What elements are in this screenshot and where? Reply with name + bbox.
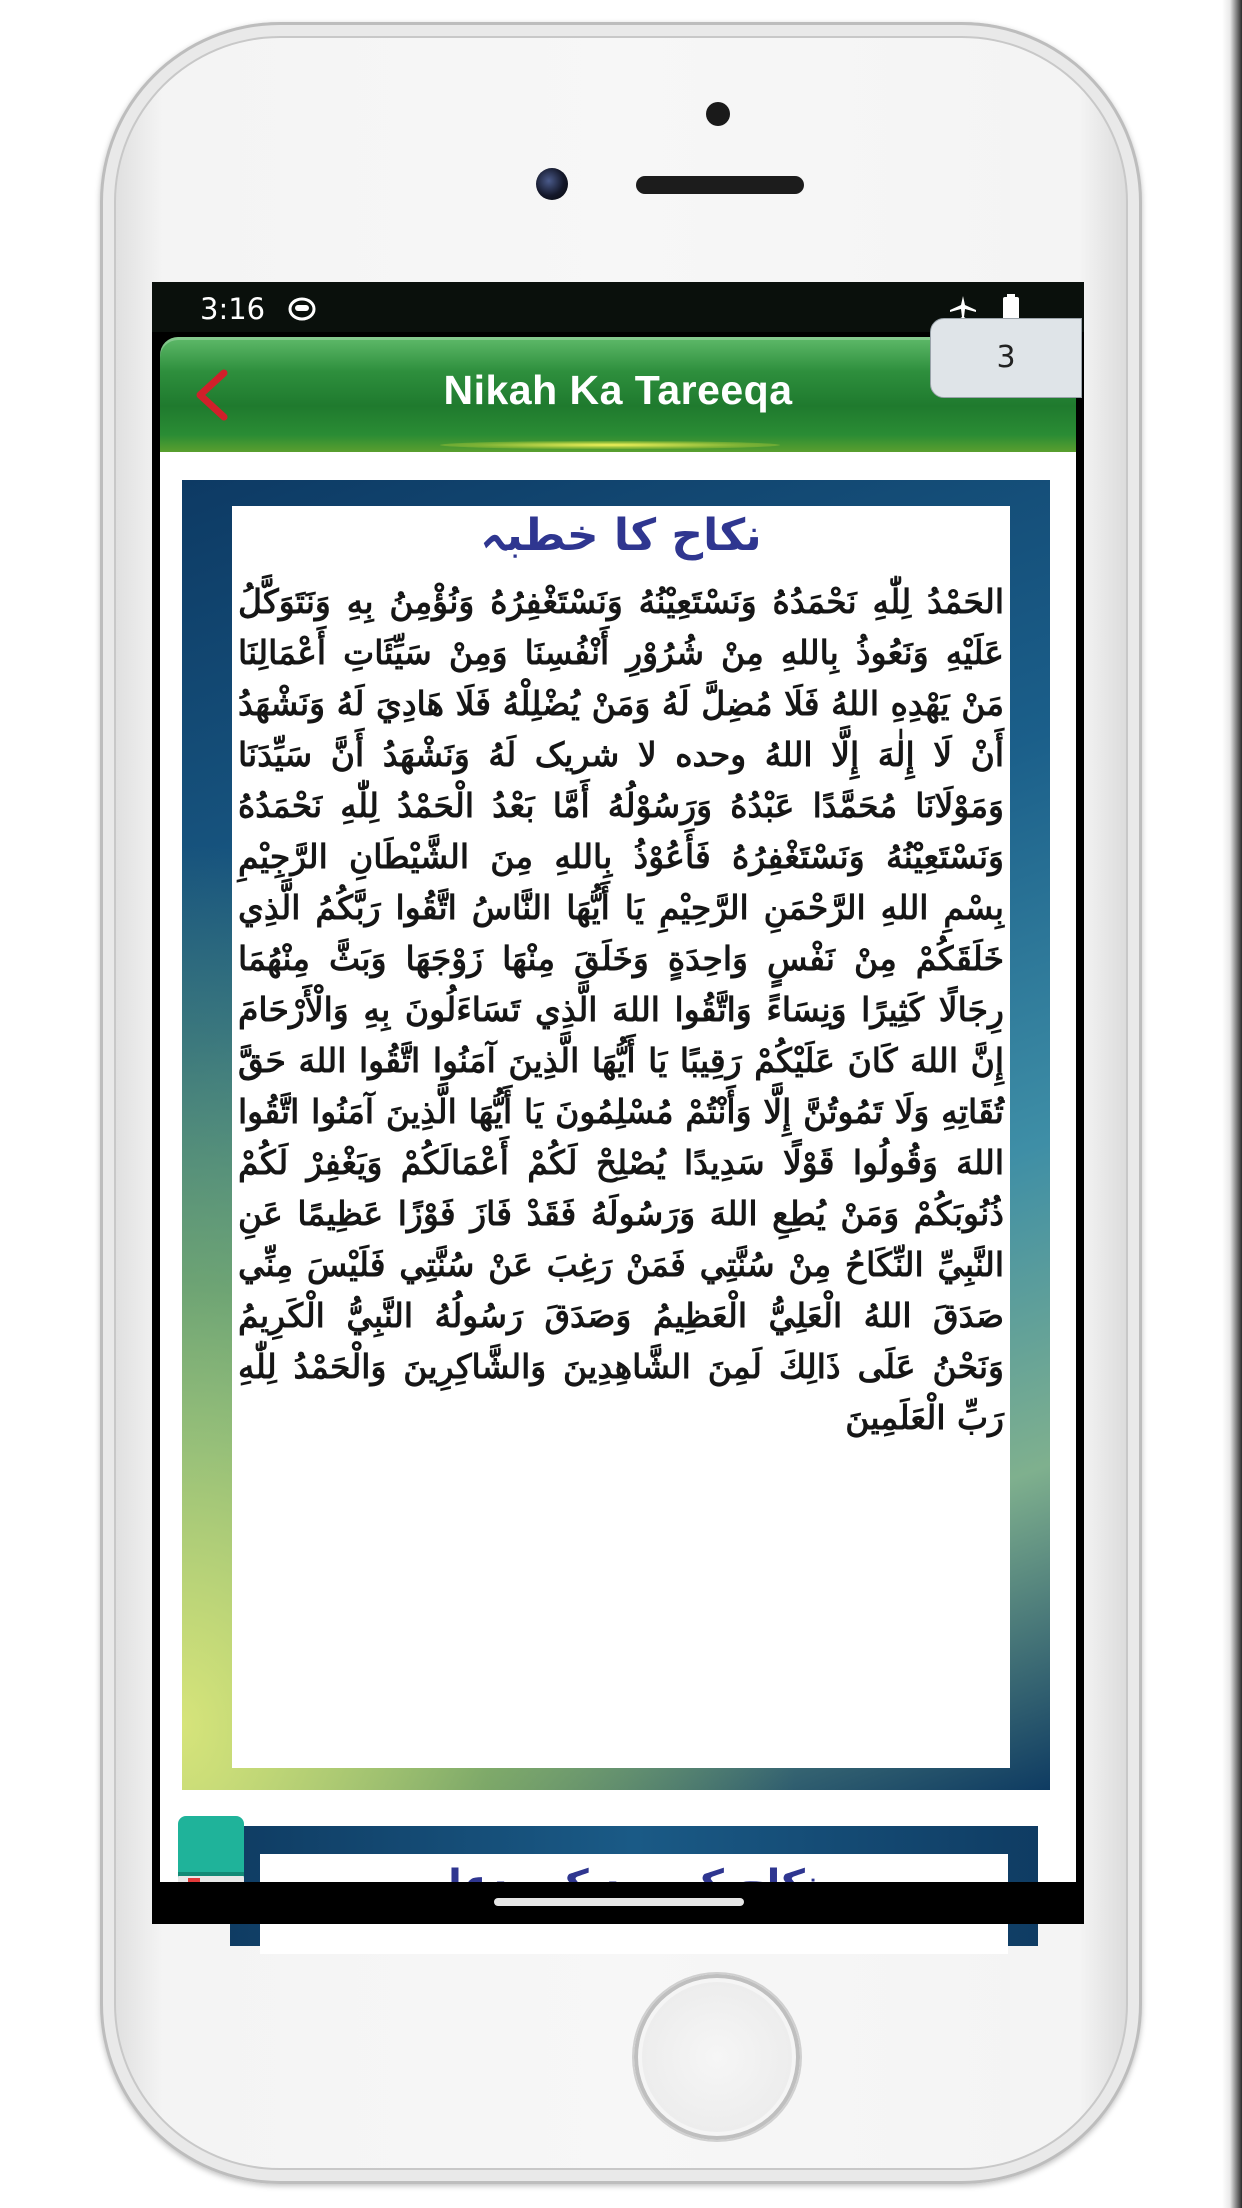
gesture-nav-bar: [152, 1882, 1084, 1924]
khutba-page-image: [182, 480, 1050, 1790]
page-number-badge: 3: [930, 318, 1082, 398]
front-camera: [536, 168, 568, 200]
device-screen: [152, 282, 1084, 1924]
proximity-sensor: [706, 102, 730, 126]
home-button[interactable]: [634, 1974, 800, 2140]
khutba-page-paper: [232, 506, 1010, 1768]
app-notification-icon: [288, 296, 316, 320]
page-viewer[interactable]: [160, 452, 1076, 1882]
status-time: 3:16: [200, 292, 266, 326]
earpiece-speaker: [636, 176, 804, 194]
home-gesture-pill[interactable]: [494, 1898, 744, 1906]
app-title: Nikah Ka Tareeqa: [443, 367, 793, 413]
khutba-title: نکاح کا خطبہ: [480, 510, 762, 561]
edge-shadow: [1222, 0, 1242, 2208]
khutba-text: الحَمْدُ لِلّٰهِ نَحْمَدُهُ وَنَسْتَعِيْنُهُ وَنَسْتَغْفِرُهُ وَنُؤْمِنُ بِهِ وَنَتَوَكَّلُ عَلَيْهِ وَنَعُوذُ بِاللهِ مِنْ شُرُوْرِ أَنْفُسِنَا وَمِنْ سَيِّئَاتِ أَعْمَالِنَا مَنْ يَهْدِهِ اللهُ فَلَا مُضِلَّ لَهُ وَمَنْ يُضْلِلْهُ فَلَا هَادِيَ لَهُ وَنَشْهَدُ أَنْ لَا إِلٰهَ إِلَّا اللهُ وحده لا شريک لَهُ وَنَشْهَدُ أَنَّ سَيِّدَنَا وَمَوْلَانَا مُحَمَّدًا عَبْدُهُ وَرَسُوْلُهُ أَمَّا بَعْدُ الْحَمْدُ لِلّٰهِ نَحْمَدُهُ وَنَسْتَعِيْنُهُ وَنَسْتَغْفِرُهُ فَأَعُوْذُ بِاللهِ مِنَ الشَّيْطَانِ الرَّجِيْمِ بِسْمِ اللهِ الرَّحْمَنِ الرَّحِيْمِ يَا أَيُّهَا النَّاسُ اتَّقُوا رَبَّكُمُ الَّذِي خَلَقَكُمْ مِنْ نَفْسٍ وَاحِدَةٍ وَخَلَقَ مِنْهَا زَوْجَهَا وَبَثَّ مِنْهُمَا رِجَالًا كَثِيرًا وَنِسَاءً وَاتَّقُوا اللهَ الَّذِي تَسَاءَلُونَ بِهِ وَالْأَرْحَامَ إِنَّ اللهَ كَانَ عَلَيْكُمْ رَقِيبًا يَا أَيُّهَا الَّذِينَ آمَنُوا اتَّقُوا اللهَ حَقَّ تُقَاتِهِ وَلَا تَمُوتُنَّ إِلَّا وَأَنْتُمْ مُسْلِمُونَ يَا أَيُّهَا الَّذِينَ آمَنُوا اتَّقُوا اللهَ وَقُولُوا قَوْلًا سَدِيدًا يُصْلِحْ لَكُمْ أَعْمَالَكُمْ وَيَغْفِرْ لَكُمْ ذُنُوبَكُمْ وَمَنْ يُطِعِ اللهَ وَرَسُولَهُ فَقَدْ فَازَ فَوْزًا عَظِيمًا عَنِ النَّبِيِّ النِّكَاحُ مِنْ سُنَّتِي فَمَنْ رَغِبَ عَنْ سُنَّتِي فَلَيْسَ مِنِّي صَدَقَ اللهُ الْعَلِيُّ الْعَظِيمُ وَصَدَقَ رَسُولُهُ النَّبِيُّ الْكَرِيمُ وَنَحْنُ عَلَى ذَالِكَ لَمِنَ الشَّاهِدِينَ وَالشَّاكِرِينَ وَالْحَمْدُ لِلّٰهِ رَبِّ الْعَلَمِينَ: [238, 582, 1004, 1437]
